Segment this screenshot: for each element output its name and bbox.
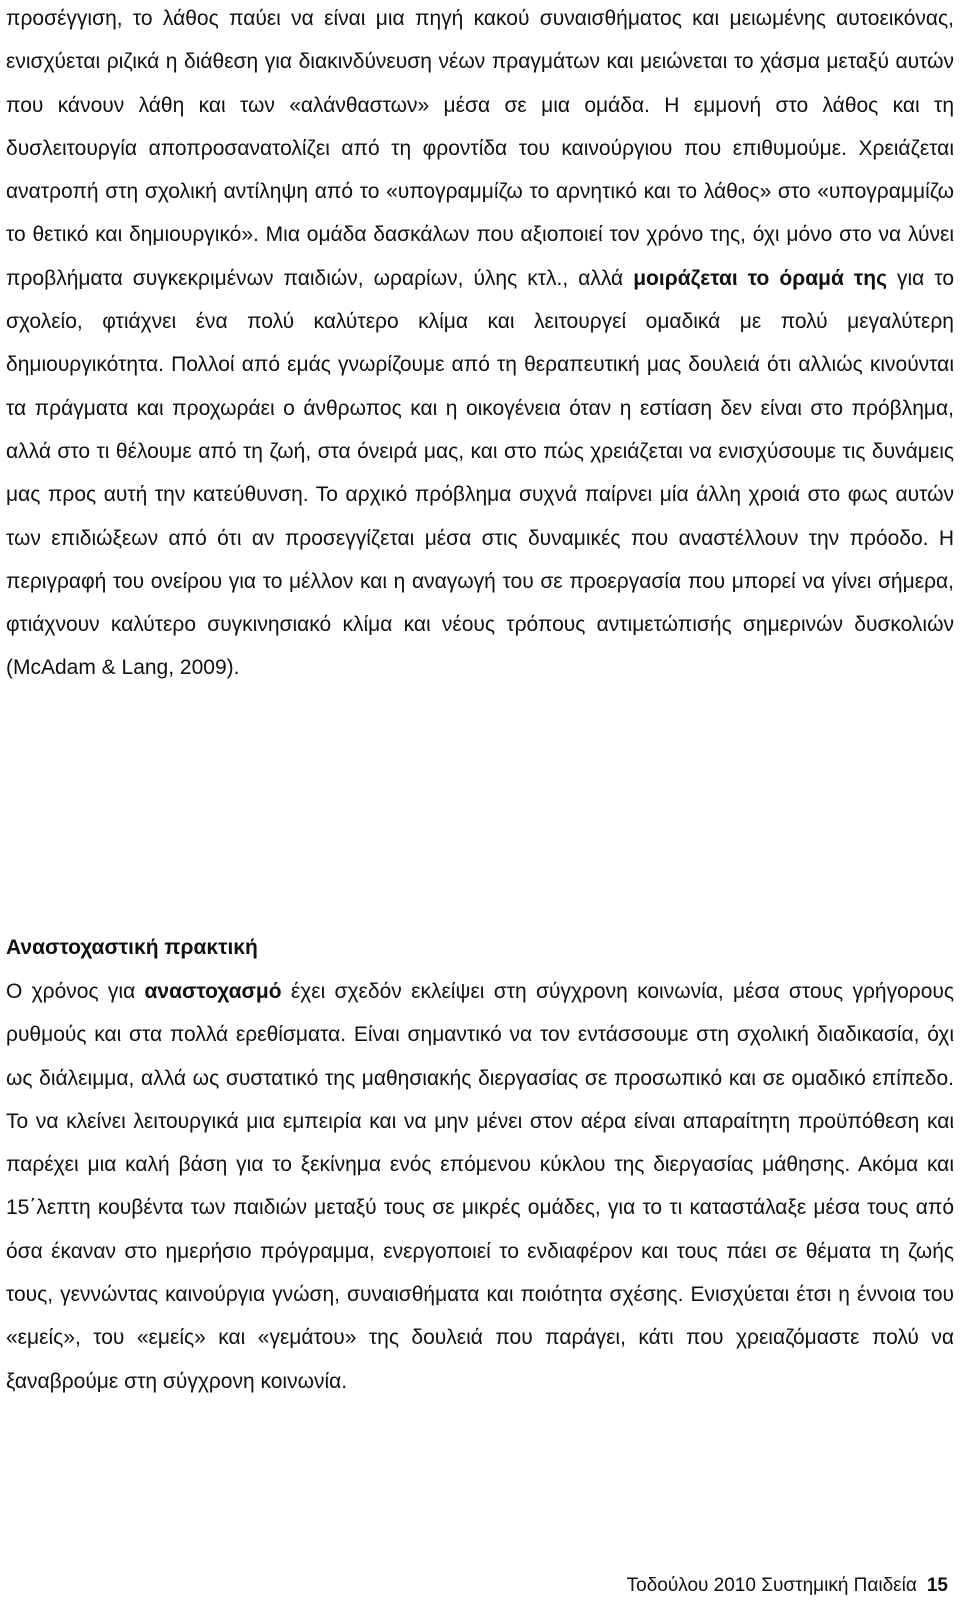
- paragraph-text: Ο χρόνος για: [6, 980, 145, 1003]
- section-heading: Αναστοχαστική πρακτική: [6, 936, 258, 959]
- bold-term: αναστοχασμό: [144, 980, 282, 1003]
- body-paragraph: [6, 970, 954, 1403]
- footer-text: Τοδούλου 2010 Συστημική Παιδεία: [626, 1575, 917, 1596]
- paragraph-text: έχει σχεδόν εκλείψει στη σύγχρονη κοινωνία, μέσα στους γρήγορους ρυθμούς και στα πολλά ερεθίσματα. Είναι σημαντικό να τον εντάσσουμε στη σχολική διαδικασία, όχι ως διάλειμμα, αλλά ως συστατικό της μαθησιακής διεργασίας σε προσωπικό και σε ομαδικό επίπεδο. Το να κλείνει λειτουργικά μια εμπειρία και να μην μένει στον αέρα είναι απαραίτητη προϋπόθεση και παρέχει μια καλή βάση για το ξεκίνημα ενός επόμενου κύκλου της διεργασίας μάθησης. Ακόμα και 15΄λεπτη κουβέντα των παιδιών μεταξύ τους σε μικρές ομάδες, για το τι καταστάλαξε μέσα τους από όσα έκαναν στο ημερήσιο πρόγραμμα, ενεργοποιεί το ενδιαφέρον και τους πάει σε θέματα τη ζωής τους, γεννώντας καινούργια γνώση, συναισθήματα και ποιότητα σχέσης. Ενισχύεται έτσι η έννοια του «εμείς», του «εμείς» και «γεμάτου» της δουλειά που παράγει, κάτι που χρειαζόμαστε πολύ να ξαναβρούμε στη σύγχρονη κοινωνία.: [6, 980, 954, 1393]
- bold-phrase: μοιράζεται το όραμά της: [633, 266, 888, 290]
- page-footer: [627, 1573, 948, 1599]
- body-paragraph: [6, 0, 954, 690]
- paragraph-text: για το σχολείο, φτιάχνει ένα πολύ καλύτερο κλίμα και λειτουργεί ομαδικά με πολύ μεγαλύτερη δημιουργικότητα. Πολλοί από εμάς γνωρίζουμε από τη θεραπευτική μας δουλειά ότι αλλιώς κινούνται τα πράγματα και προχωράει ο άνθρωπος και η οικογένεια όταν η εστίαση δεν είναι στο πρόβλημα, αλλά στο τι θέλουμε από τη ζωή, στα όνειρά μας, και στο πώς χρειάζεται να ενισχύσουμε τις δυνάμεις μας προς αυτή την κατεύθυνση. Το αρχικό πρόβλημα συχνά παίρνει μία άλλη χροιά στο φως αυτών των επιδιώξεων από ότι αν προσεγγίζεται μέσα στις δυναμικές που αναστέλλουν την πρόοδο. Η περιγραφή του ονείρου για το μέλλον και η αναγωγή του σε προεργασία που μπορεί να γίνει σήμερα, φτιάχνουν καλύτερο συγκινησιακό κλίμα και νέους τρόπους αντιμετώπισής σημερινών δυσκολιών (McAdam & Lang, 2009).: [6, 266, 955, 680]
- paragraph-text: προσέγγιση, το λάθος παύει να είναι μια πηγή κακού συναισθήματος και μειωμένης αυτοεικόνας, ενισχύεται ριζικά η διάθεση για διακινδύνευση νέων πραγμάτων και μειώνεται το χάσμα μεταξύ αυτών που κάνουν λάθη και των «αλάνθαστων» μέσα σε μια ομάδα. Η εμμονή στο λάθος και τη δυσλειτουργία αποπροσανατολίζει από τη φροντίδα του καινούργιου που επιθυμούμε. Χρειάζεται ανατροπή στη σχολική αντίληψη από το «υπογραμμίζω το αρνητικό και το λάθος» στο «υπογραμμίζω το θετικό και δημιουργικό». Μια ομάδα δασκάλων που αξιοποιεί τον χρόνο της, όχι μόνο στο να λύνει προβλήματα συγκεκριμένων παιδιών, ωραρίων, ύλης κτλ., αλλά: [6, 7, 954, 290]
- page-number: 15: [926, 1575, 948, 1596]
